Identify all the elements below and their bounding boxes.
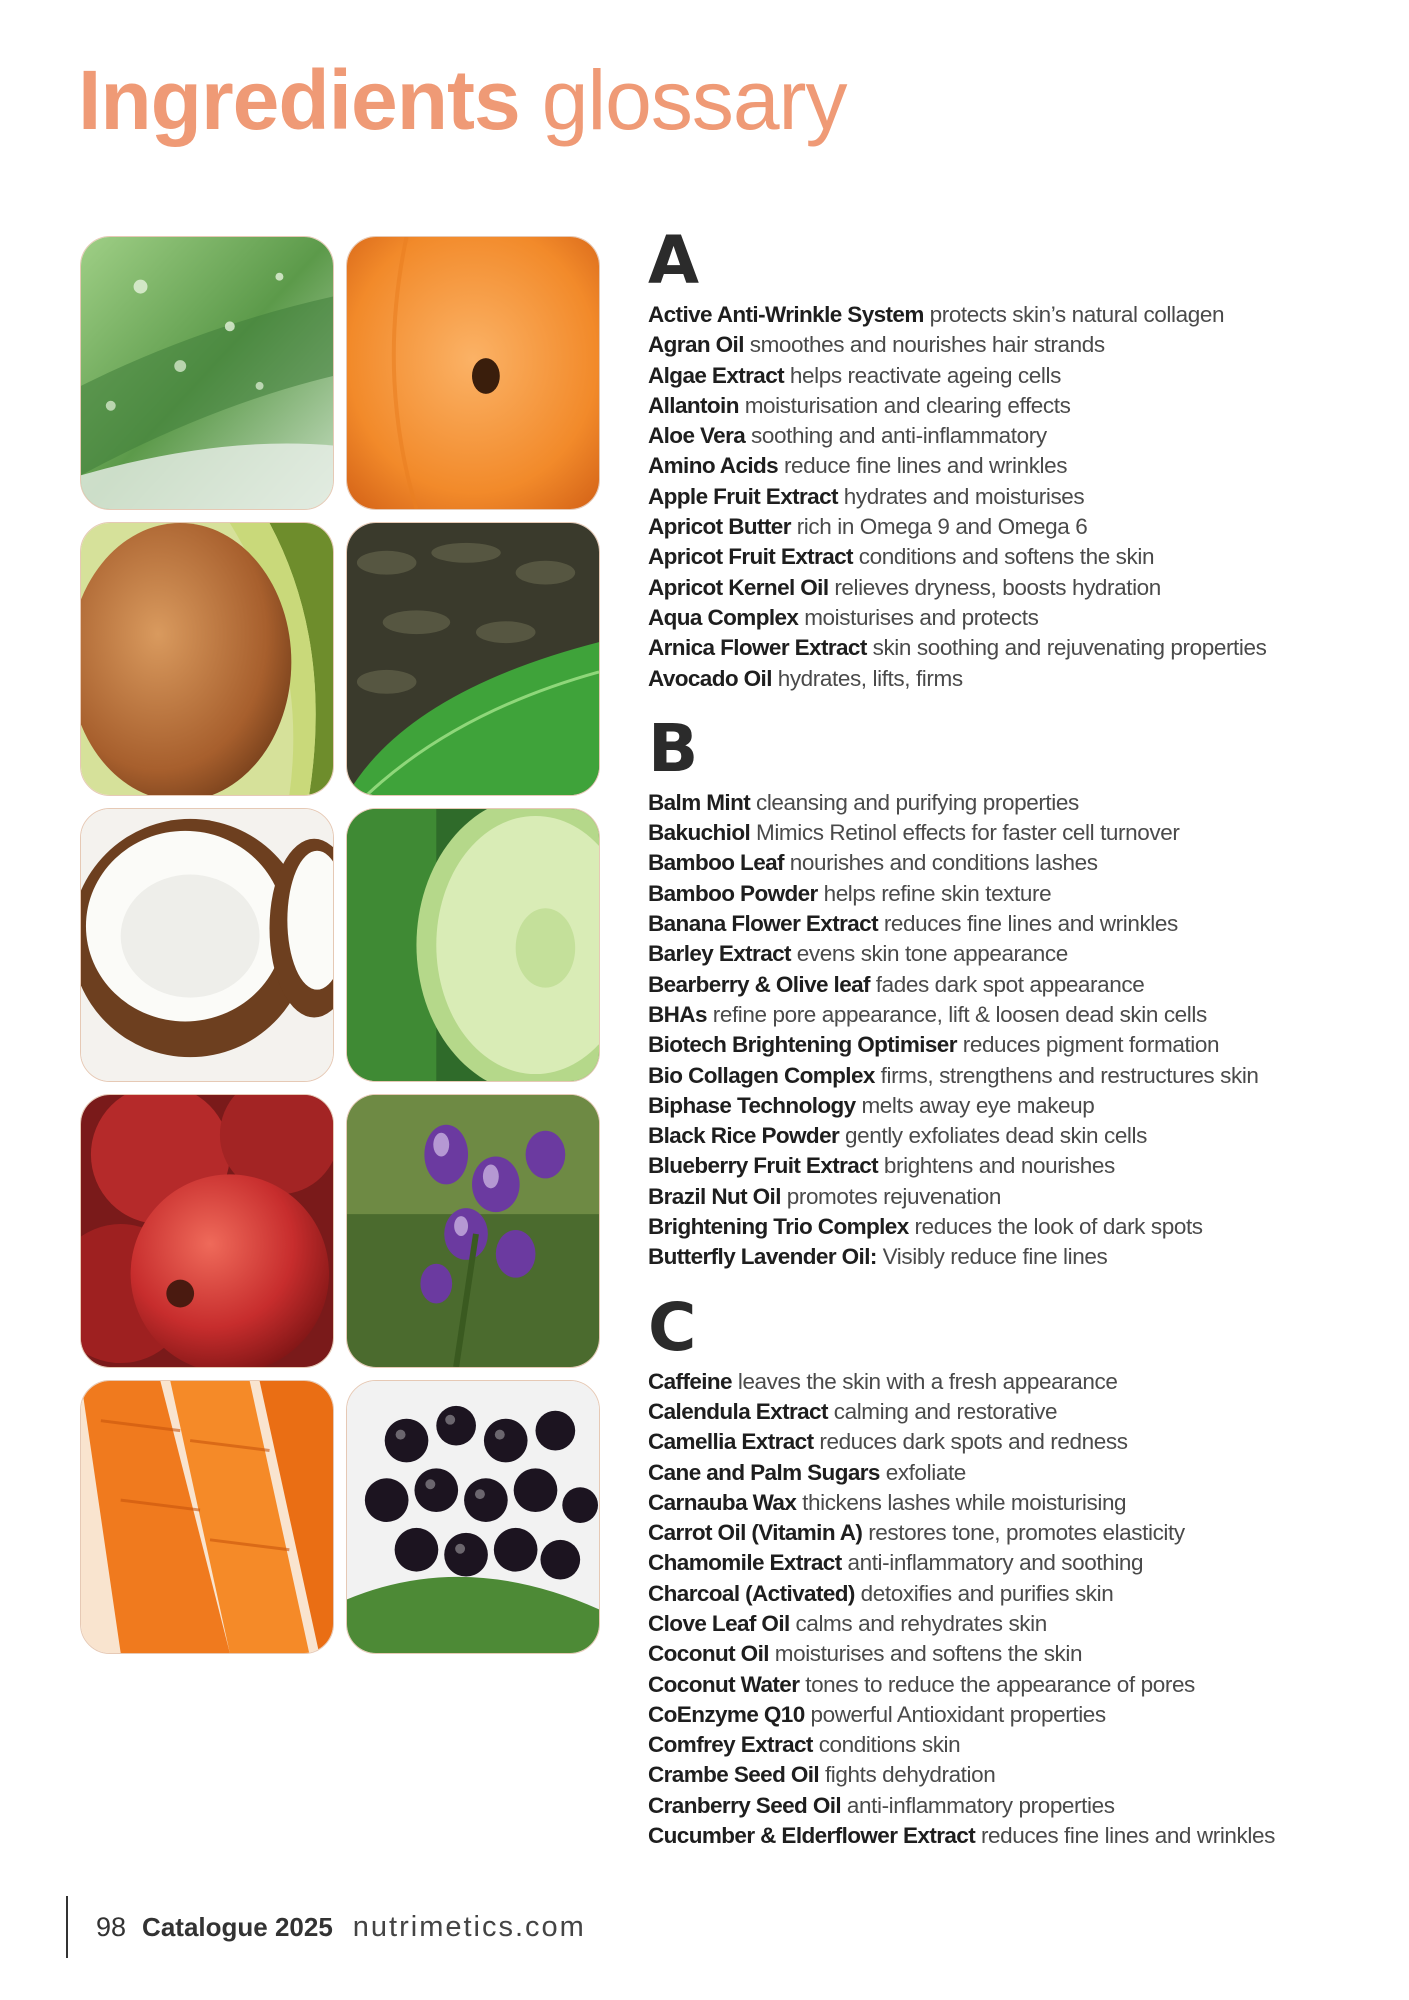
glossary-entry <box>648 1121 1348 1151</box>
ingredient-description: calms and rehydrates skin <box>795 1610 1047 1636</box>
entry-list <box>648 300 1348 694</box>
glossary-entry <box>648 1760 1348 1790</box>
section-letter: A <box>648 222 700 299</box>
ingredient-description: gently exfoliates dead skin cells <box>845 1123 1147 1149</box>
glossary-entry <box>648 330 1348 360</box>
glossary-entry <box>648 1821 1348 1851</box>
glossary-entry <box>648 451 1348 481</box>
ingredient-term: Coconut Water <box>648 1671 800 1697</box>
glossary-entry <box>648 909 1348 939</box>
ingredient-term: Apricot Butter <box>648 514 791 540</box>
ingredient-term: Apricot Kernel Oil <box>648 574 829 600</box>
ingredient-description: thickens lashes while moisturising <box>802 1489 1127 1515</box>
glossary-entry <box>648 482 1348 512</box>
ingredient-term: Camellia Extract <box>648 1429 814 1455</box>
ingredient-term: CoEnzyme Q10 <box>648 1701 805 1727</box>
ingredient-description: Visibly reduce fine lines <box>882 1244 1108 1270</box>
page-title <box>78 53 847 147</box>
glossary-entry <box>648 573 1348 603</box>
ingredient-description: detoxifies and purifies skin <box>860 1580 1114 1606</box>
glossary-entry <box>648 1730 1348 1760</box>
ingredient-term: Aloe Vera <box>648 423 746 449</box>
green-tea-photo <box>346 522 600 796</box>
ingredient-description: hydrates and moisturises <box>843 483 1085 509</box>
ingredient-description: Mimics Retinol effects for faster cell turnover <box>755 820 1180 846</box>
glossary-entry <box>648 1182 1348 1212</box>
section-b <box>648 709 1348 1273</box>
ingredient-description: conditions skin <box>818 1732 961 1758</box>
ingredient-description: skin soothing and rejuvenating properties <box>872 635 1267 661</box>
page-number: 98 <box>96 1911 127 1942</box>
section-letter: C <box>648 1288 697 1366</box>
glossary-list <box>648 222 1348 1873</box>
glossary-entry <box>648 1367 1348 1397</box>
ingredient-term: Carrot Oil (Vitamin A) <box>648 1520 863 1546</box>
glossary-entry <box>648 1427 1348 1457</box>
title-light: glossary <box>541 53 847 147</box>
ingredient-term: Black Rice Powder <box>648 1123 840 1149</box>
ingredient-term: Brightening Trio Complex <box>648 1214 909 1240</box>
ingredient-description: exfoliate <box>885 1459 966 1485</box>
ingredient-description: anti-inflammatory properties <box>846 1792 1115 1818</box>
ingredient-term: Comfrey Extract <box>648 1732 813 1758</box>
glossary-entry <box>648 1212 1348 1242</box>
glossary-entry <box>648 970 1348 1000</box>
ingredient-description: anti-inflammatory and soothing <box>847 1550 1144 1576</box>
flower-photo <box>346 1094 600 1368</box>
ingredient-term: Cane and Palm Sugars <box>648 1459 880 1485</box>
elderberry-photo <box>346 1380 600 1654</box>
ingredient-description: soothing and anti-inflammatory <box>751 423 1047 449</box>
ingredient-description: tones to reduce the appearance of pores <box>805 1671 1195 1697</box>
ingredient-description: protects skin’s natural collagen <box>929 302 1225 327</box>
glossary-entry <box>648 300 1348 330</box>
entry-list <box>648 1367 1348 1852</box>
ingredient-term: Butterfly Lavender Oil: <box>648 1244 877 1270</box>
ingredient-term: Aqua Complex <box>648 604 799 630</box>
ingredient-description: hydrates, lifts, firms <box>777 665 963 691</box>
ingredient-description: cleansing and purifying properties <box>755 789 1079 815</box>
ingredient-term: Bearberry & Olive leaf <box>648 971 870 997</box>
ingredient-description: brightens and nourishes <box>883 1153 1115 1179</box>
catalogue-label: Catalogue 2025 <box>142 1911 333 1942</box>
glossary-entry <box>648 391 1348 421</box>
ingredient-description: melts away eye makeup <box>861 1092 1095 1118</box>
glossary-entry <box>648 512 1348 542</box>
glossary-entry <box>648 1609 1348 1639</box>
ingredient-description: conditions and softens the skin <box>858 544 1155 570</box>
ingredient-description: reduces dark spots and redness <box>819 1429 1128 1455</box>
glossary-entry <box>648 1061 1348 1091</box>
ingredient-description: firms, strengthens and restructures skin <box>880 1062 1259 1088</box>
glossary-entry <box>648 664 1348 694</box>
glossary-entry <box>648 879 1348 909</box>
ingredient-description: restores tone, promotes elasticity <box>868 1520 1185 1546</box>
section-a <box>648 222 1348 694</box>
ingredient-term: Biotech Brightening Optimiser <box>648 1032 957 1058</box>
ingredient-term: Balm Mint <box>648 789 751 815</box>
glossary-entry <box>648 1397 1348 1427</box>
glossary-entry <box>648 603 1348 633</box>
ingredient-term: Blueberry Fruit Extract <box>648 1153 879 1179</box>
ingredient-description: relieves dryness, boosts hydration <box>834 574 1161 600</box>
ingredient-term: Calendula Extract <box>648 1398 828 1424</box>
ingredient-term: Agran Oil <box>648 332 744 358</box>
glossary-entry <box>648 1791 1348 1821</box>
ingredient-term: Barley Extract <box>648 941 791 967</box>
ingredient-term: Brazil Nut Oil <box>648 1183 781 1209</box>
glossary-entry <box>648 542 1348 572</box>
ingredient-description: helps refine skin texture <box>823 880 1052 906</box>
ingredient-term: Caffeine <box>648 1368 732 1394</box>
coconut-photo <box>80 808 334 1082</box>
ingredient-term: Avocado Oil <box>648 665 772 691</box>
glossary-entry <box>648 1151 1348 1181</box>
glossary-entry <box>648 633 1348 663</box>
ingredient-term: Bamboo Leaf <box>648 850 784 876</box>
ingredient-description: moisturises and softens the skin <box>774 1641 1083 1667</box>
ingredient-term: Bamboo Powder <box>648 880 818 906</box>
glossary-entry <box>648 939 1348 969</box>
ingredient-term: Coconut Oil <box>648 1641 769 1667</box>
glossary-entry <box>648 848 1348 878</box>
glossary-entry <box>648 788 1348 818</box>
aloe-vera-photo <box>80 236 334 510</box>
glossary-entry <box>648 1700 1348 1730</box>
ingredient-term: Algae Extract <box>648 362 785 388</box>
ingredient-term: Arnica Flower Extract <box>648 635 867 661</box>
ingredient-term: Allantoin <box>648 392 739 418</box>
ingredient-term: Banana Flower Extract <box>648 911 878 937</box>
ingredient-description: reduces fine lines and wrinkles <box>883 911 1178 937</box>
avocado-photo <box>80 522 334 796</box>
ingredient-description: refine pore appearance, lift & loosen dead skin cells <box>712 1001 1207 1027</box>
ingredient-term: Chamomile Extract <box>648 1550 842 1576</box>
carrot-photo <box>80 1380 334 1654</box>
ingredient-term: Cranberry Seed Oil <box>648 1792 842 1818</box>
ingredient-term: Apricot Fruit Extract <box>648 544 853 570</box>
ingredient-description: fades dark spot appearance <box>875 971 1145 997</box>
ingredient-description: reduces pigment formation <box>962 1032 1220 1058</box>
glossary-entry <box>648 1670 1348 1700</box>
ingredient-term: Amino Acids <box>648 453 779 479</box>
glossary-entry <box>648 1000 1348 1030</box>
website-link[interactable]: nutrimetics.com <box>352 1910 586 1943</box>
ingredient-description: promotes rejuvenation <box>786 1183 1001 1209</box>
ingredient-term: Charcoal (Activated) <box>648 1580 855 1606</box>
ingredient-description: reduces fine lines and wrinkles <box>980 1823 1275 1849</box>
ingredient-term: Apple Fruit Extract <box>648 483 838 509</box>
ingredient-term: BHAs <box>648 1001 707 1027</box>
glossary-entry <box>648 1458 1348 1488</box>
ingredient-term: Active Anti-Wrinkle System <box>648 302 924 327</box>
ingredient-term: Clove Leaf Oil <box>648 1610 790 1636</box>
ingredient-description: leaves the skin with a fresh appearance <box>737 1368 1118 1394</box>
title-bold: Ingredients <box>78 53 520 147</box>
entry-list <box>648 788 1348 1273</box>
ingredient-term: Bio Collagen Complex <box>648 1062 875 1088</box>
glossary-entry <box>648 1091 1348 1121</box>
ingredient-term: Bakuchiol <box>648 820 751 846</box>
cranberry-photo <box>80 1094 334 1368</box>
glossary-entry <box>648 1488 1348 1518</box>
glossary-entry <box>648 1579 1348 1609</box>
ingredient-description: powerful Antioxidant properties <box>810 1701 1106 1727</box>
ingredient-description: helps reactivate ageing cells <box>789 362 1061 388</box>
ingredient-description: fights dehydration <box>824 1762 996 1788</box>
ingredient-description: moisturisation and clearing effects <box>744 392 1071 418</box>
apricot-photo <box>346 236 600 510</box>
glossary-entry <box>648 1518 1348 1548</box>
ingredient-term: Carnauba Wax <box>648 1489 797 1515</box>
ingredient-description: smoothes and nourishes hair strands <box>749 332 1105 358</box>
section-letter: B <box>648 709 699 787</box>
ingredient-description: nourishes and conditions lashes <box>789 850 1098 876</box>
glossary-entry <box>648 1242 1348 1272</box>
ingredient-description: reduce fine lines and wrinkles <box>783 453 1068 479</box>
ingredient-description: rich in Omega 9 and Omega 6 <box>796 514 1088 540</box>
ingredient-description: calming and restorative <box>833 1398 1058 1424</box>
section-c <box>648 1288 1348 1852</box>
page-footer <box>66 1896 586 1958</box>
glossary-entry <box>648 1548 1348 1578</box>
glossary-entry <box>648 1639 1348 1669</box>
ingredient-term: Crambe Seed Oil <box>648 1762 820 1788</box>
ingredient-description: evens skin tone appearance <box>796 941 1068 967</box>
cucumber-photo <box>346 808 600 1082</box>
glossary-entry <box>648 1030 1348 1060</box>
glossary-entry <box>648 421 1348 451</box>
ingredient-term: Biphase Technology <box>648 1092 856 1118</box>
glossary-entry <box>648 361 1348 391</box>
ingredient-description: reduces the look of dark spots <box>914 1214 1203 1240</box>
glossary-entry <box>648 818 1348 848</box>
ingredient-term: Cucumber & Elderflower Extract <box>648 1823 976 1849</box>
ingredient-description: moisturises and protects <box>804 604 1039 630</box>
